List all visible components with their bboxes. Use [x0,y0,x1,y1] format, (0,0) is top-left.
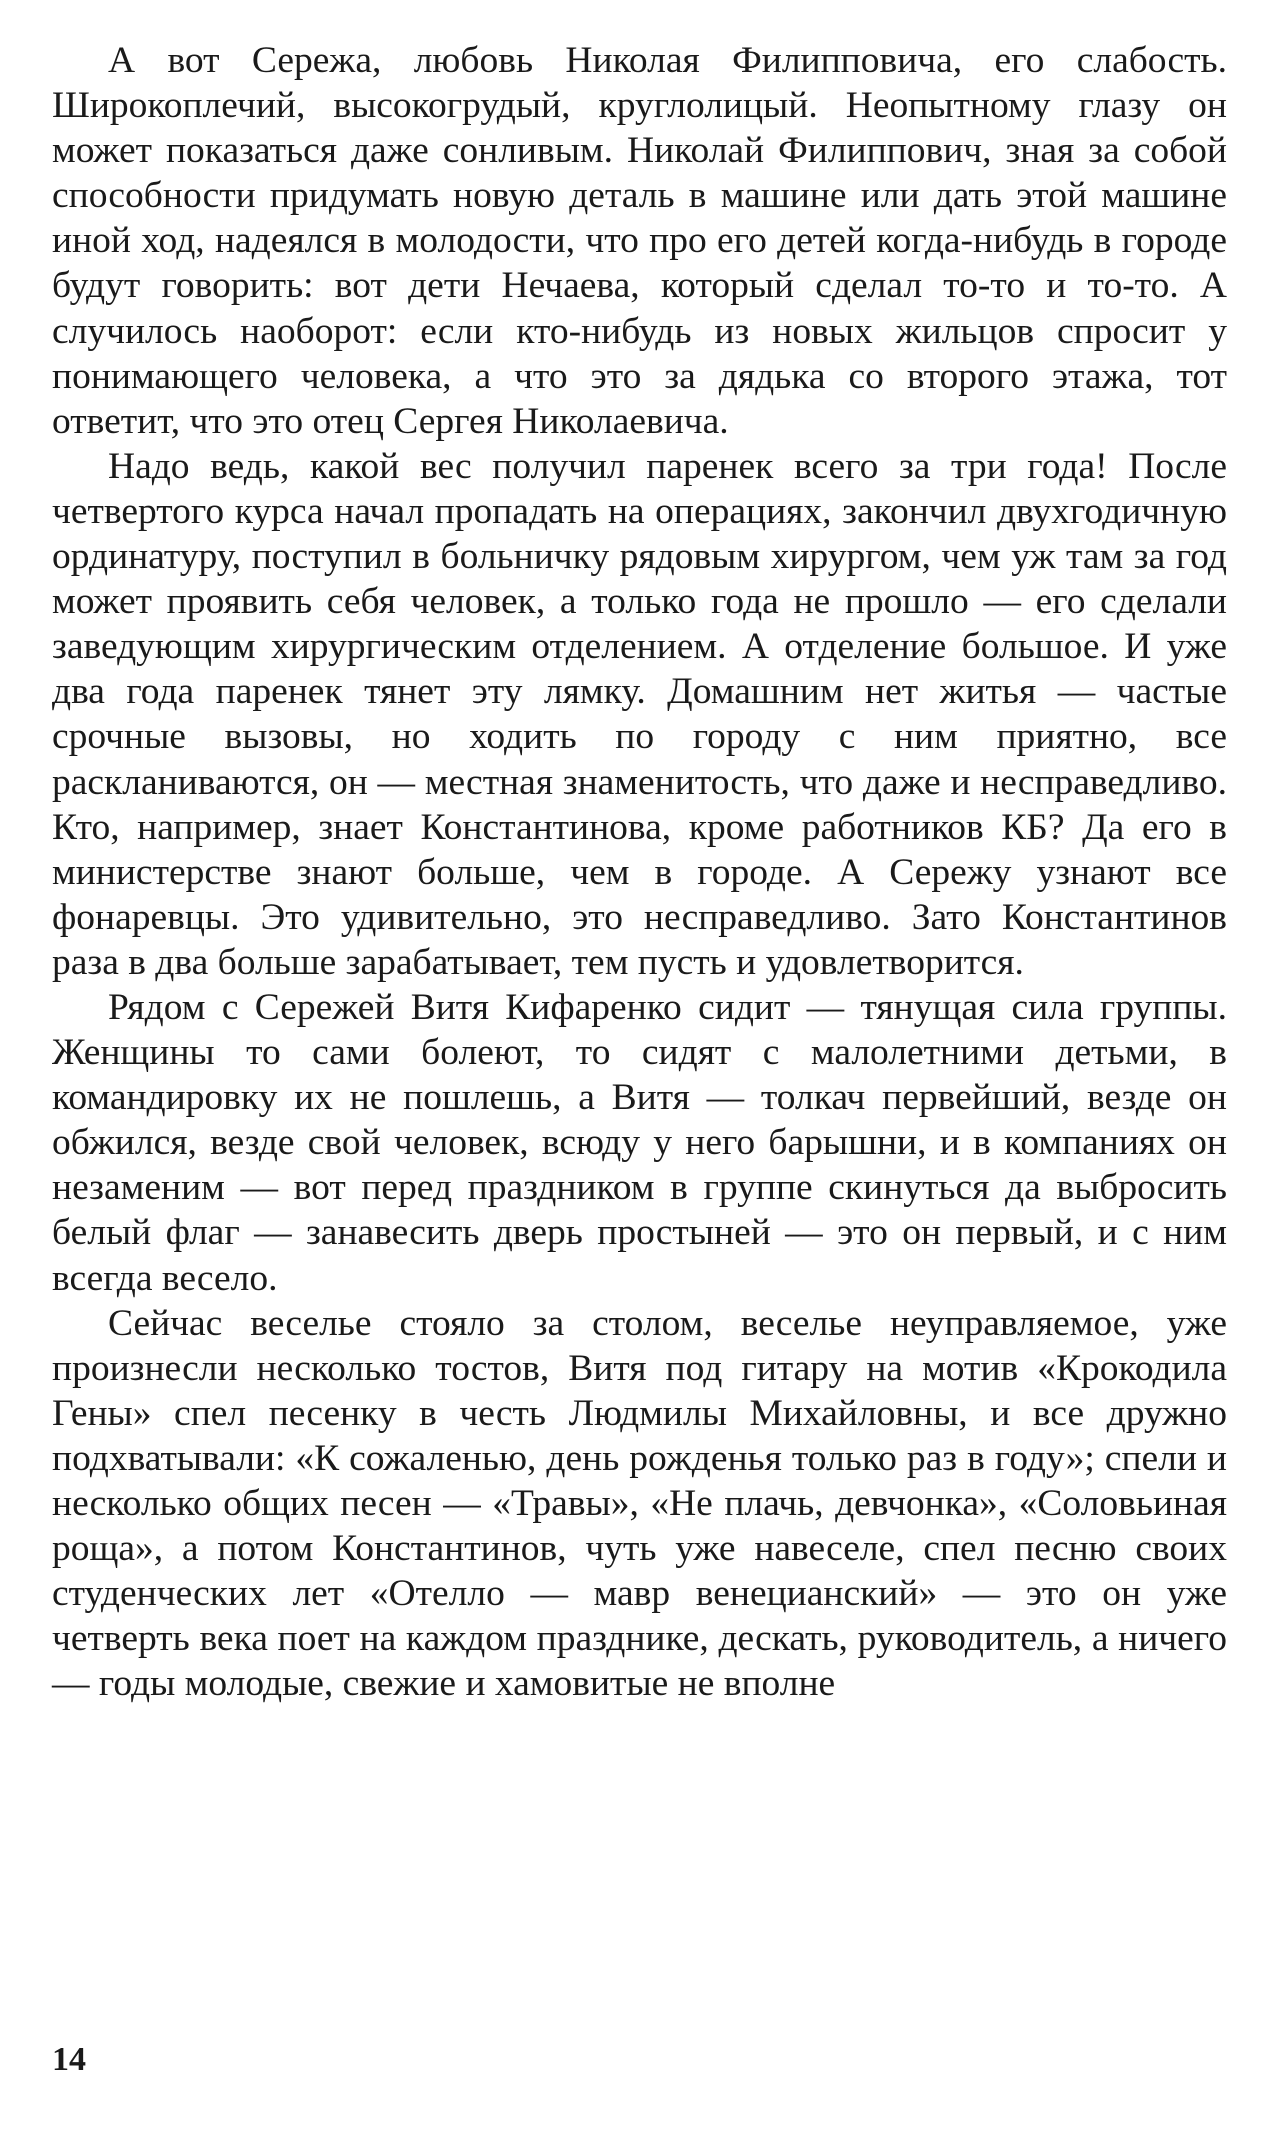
page-number: 14 [52,2041,86,2078]
paragraph-4: Сейчас веселье стояло за столом, веселье неуправляемое, уже произнесли несколько тостов, Витя под гитару на мотив «Крокодила Гены» спел песенку в честь Людмилы Михайловны, и все дружно подхватывали: «К сожаленью, день рожденья только раз в году»; спели и несколько общих песен — «Травы», «Не плачь, девчонка», «Соловьиная роща», а потом Константинов, чуть уже навеселе, спел песню своих студенческих лет «Отелло — мавр венецианский» — это он уже четверть века поет на каждом празднике, дескать, руководитель, а ничего — годы молодые, свежие и хамовитые не вполне [52,1302,1227,1705]
paragraph-2: Надо ведь, какой вес получил паренек всего за три года! После четвертого курса начал пропадать на операциях, закончил двухгодичную ординатуру, поступил в больничку рядовым хирургом, чем уж там за год может проявить себя человек, а только года не прошло — его сделали заведующим хирургическим отделением. А отделение большое. И уже два года паренек тянет эту лямку. Домашним нет житья — частые срочные вызовы, но ходить по городу с ним приятно, все раскланиваются, он — местная знаменитость, что даже и несправедливо. Кто, например, знает Константинова, кроме работников КБ? Да его в министерстве знают больше, чем в городе. А Сережу узнают все фонаревцы. Это удивительно, это несправедливо. Зато Константинов раза в два больше зарабатывает, тем пусть и удовлетворится. [52,445,1227,983]
paragraph-1: А вот Сережа, любовь Николая Филипповича, его слабость. Широкоплечий, высокогрудый, круглолицый. Неопытному глазу он может показаться даже сонливым. Николай Филиппович, зная за собой способности придумать новую деталь в машине или дать этой машине иной ход, надеялся в молодости, что про его детей когда-нибудь в городе будут говорить: вот дети Нечаева, который сделал то-то и то-то. А случилось наоборот: если кто-нибудь из новых жильцов спросит у понимающего человека, а что это за дядька со второго этажа, тот ответит, что это отец Сергея Николаевича. [52,40,1227,442]
body-text [52,38,1227,1706]
paragraph-3: Рядом с Сережей Витя Кифаренко сидит — тянущая сила группы. Женщины то сами болеют, то сидят с малолетними детьми, в командировку их не пошлешь, а Витя — толкач первейший, везде он обжился, везде свой человек, всюду у него барышни, и в компаниях он незаменим — вот перед праздником в группе скинуться да выбросить белый флаг — занавесить дверь простыней — это он первый, и с ним всегда весело. [52,986,1227,1299]
